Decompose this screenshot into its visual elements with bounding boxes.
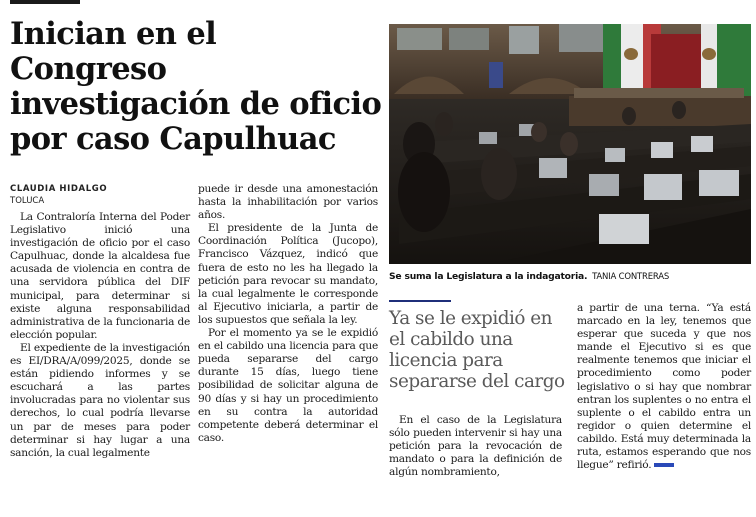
paragraph: La Contraloría Interna del Poder Legislativo inició una investigación de oficio por el caso Capulhuac, donde la alcaldesa fue acusada de violencia en contra de una servidora pública del DIF municipal, para determinar si existe alguna responsabilidad administrativa de la funcionaria de elección popular. [10,211,190,341]
caption-text: Se suma la Legislatura a la indagatoria. [389,271,588,282]
pullquote-rule [389,300,451,302]
top-rule [10,0,80,4]
paragraph: El expediente de la investigación es EI/DRA/A/099/2025, donde se están pidiendo informes y se escuchará a las partes involucradas para no violentar sus derechos, lo cual podría llevarse un par de meses para poder determinar si hay lugar a una sanción, la cual legalmente [10,341,190,459]
paragraph: En el caso de la Legislatura sólo pueden intervenir si hay una petición para la revocación de mandato o para la definición de algún nombramiento, [389,414,562,479]
photo-legislature-session [389,24,751,264]
byline: CLAUDIA HIDALGO [10,184,108,194]
photo-image [389,24,751,264]
article-column-2 [198,183,378,445]
paragraph [577,302,751,472]
article-column-1 [10,211,190,460]
photo-caption [389,271,751,282]
article-column-3 [389,414,562,479]
paragraph: El presidente de la Junta de Coordinación Política (Jucopo), Francisco Vázquez, indicó que fuera de esto no les ha llegado la petición para revocar su mandato, la cual legalmente le corresponde al Ejecutivo iniciarla, a partir de los supuestos que señala la ley. [198,222,378,326]
pullquote: Ya se le expidió en el cabildo una licencia para separarse del cargo [389,308,565,392]
paragraph: Por el momento ya se le expidió en el cabildo una licencia para que pueda separarse del cargo durante 15 días, luego tiene posibilidad de solicitar alguna de 90 días y si hay un procedimiento en su contra la autoridad competente deberá determinar el caso. [198,327,378,444]
headline: Inician en el Congreso investigación de oficio por caso Capulhuac [10,16,382,157]
dateline: TOLUCA [10,196,45,206]
paragraph: puede ir desde una amonestación hasta la inhabilitación por varios años. [198,183,378,222]
photo-credit: TANIA CONTRERAS [592,272,670,282]
paragraph-text: a partir de una terna. “Ya está marcado en la ley, tenemos que esperar que suceda y que nos mande el Ejecutivo si es que realmente tenemos que iniciar el procedimiento como poder legislativo o si hay que nombrar entran los suplentes o no entra el suplente o el cabildo entra un regidor o quien determine el cabildo. Está muy determinada la ruta, estamos esperando que nos llegue” refirió. [577,302,751,472]
end-of-article-mark [654,463,674,467]
article-column-4 [577,302,751,472]
